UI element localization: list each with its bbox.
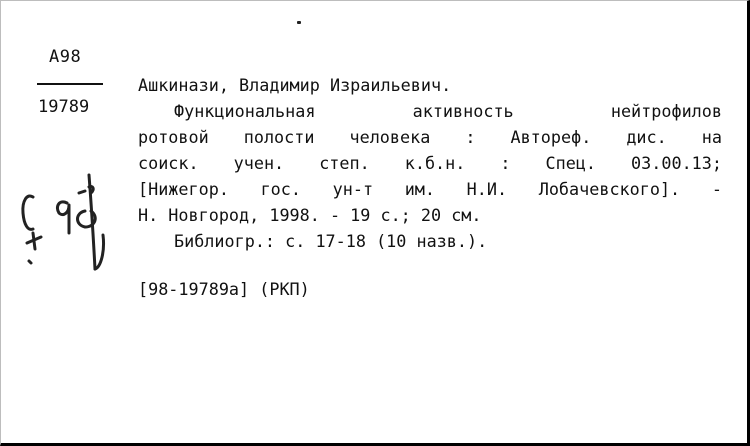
title-word: дис. bbox=[626, 127, 667, 147]
title-word: Функциональная bbox=[174, 101, 316, 121]
handwritten-note-icon bbox=[19, 171, 115, 281]
title-word: соиск. bbox=[138, 153, 199, 173]
inventory-number: 19789 bbox=[38, 97, 90, 117]
title-word: нейтрофилов bbox=[610, 101, 722, 121]
title-word: на bbox=[701, 127, 722, 147]
title-word: учен. bbox=[233, 153, 285, 173]
title-word: активность bbox=[412, 101, 514, 121]
title-word: : bbox=[500, 153, 511, 173]
title-word: полости bbox=[243, 127, 315, 147]
shelf-mark-divider bbox=[37, 83, 103, 85]
title-word: гос. bbox=[260, 179, 301, 199]
title-word: ун-т bbox=[332, 179, 374, 199]
title-word: : bbox=[465, 127, 476, 147]
title-word: Автореф. bbox=[510, 127, 592, 147]
title-word: - bbox=[711, 179, 722, 199]
shelf-mark: А98 bbox=[49, 47, 82, 67]
title-word: [Нижегор. bbox=[138, 179, 229, 199]
title-word: человека bbox=[349, 127, 431, 147]
title-word: им. bbox=[404, 179, 436, 199]
title-line-3 bbox=[138, 155, 722, 172]
title-line-1 bbox=[174, 103, 722, 120]
title-word: Лобачевского]. bbox=[538, 179, 681, 199]
bibliography-note: Библиогр.: с. 17-18 (10 назв.). bbox=[174, 231, 488, 251]
title-word: Н.И. bbox=[466, 179, 508, 199]
title-line-2 bbox=[138, 129, 722, 146]
accession-number: [98-19789а] (РКП) bbox=[138, 279, 310, 299]
title-line-4 bbox=[138, 181, 722, 198]
title-word: к.б.н. bbox=[404, 153, 466, 173]
author-heading: Ашкинази, Владимир Израильевич. bbox=[138, 75, 452, 95]
title-word: 03.00.13; bbox=[631, 153, 722, 173]
title-word: Спец. bbox=[545, 153, 597, 173]
title-word: степ. bbox=[319, 153, 370, 173]
title-word: ротовой bbox=[138, 127, 209, 147]
scan-speck bbox=[297, 21, 301, 24]
imprint-line: Н. Новгород, 1998. - 19 с.; 20 см. bbox=[138, 205, 482, 225]
